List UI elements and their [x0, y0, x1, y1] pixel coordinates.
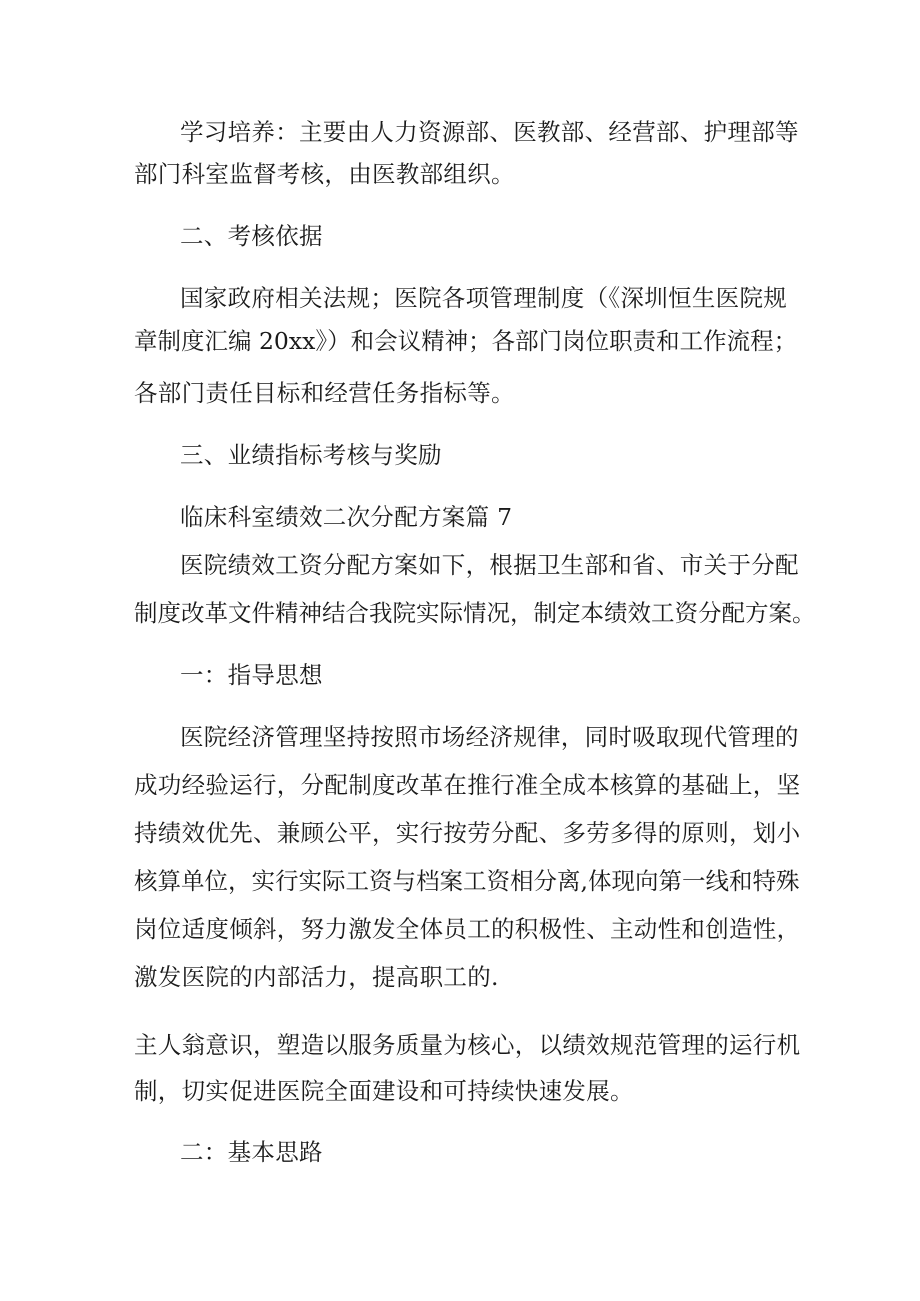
- paragraph-4-line-1: 医院经济管理坚持按照市场经济规律，同时吸取现代管理的: [180, 723, 799, 751]
- paragraph-3-line-2: 制度改革文件精神结合我院实际情况，制定本绩效工资分配方案。: [134, 599, 816, 627]
- paragraph-2-line-3: 各部门责任目标和经营任务指标等。: [134, 379, 515, 407]
- paragraph-5-line-1: 主人翁意识，塑造以服务质量为核心，以绩效规范管理的运行机: [134, 1031, 801, 1059]
- section-heading-basis: 二、考核依据: [180, 222, 323, 250]
- paragraph-1-line-2: 部门科室监督考核，由医教部组织。: [134, 160, 515, 188]
- section-heading-performance: 三、业绩指标考核与奖励: [180, 441, 442, 469]
- paragraph-2-line-1: 国家政府相关法规；医院各项管理制度（《深圳恒生医院规: [180, 284, 788, 312]
- paragraph-1-line-1: 学习培养：主要由人力资源部、医教部、经营部、护理部等: [180, 118, 799, 146]
- paragraph-4-line-3: 持绩效优先、兼顾公平，实行按劳分配、多劳多得的原则，划小: [134, 819, 801, 847]
- paragraph-3-line-1: 医院绩效工资分配方案如下，根据卫生部和省、市关于分配: [180, 551, 799, 579]
- paragraph-2-line-2: 章制度汇编 20xx》）和会议精神；各部门岗位职责和工作流程；: [134, 327, 798, 355]
- section-heading-basic-approach: 二：基本思路: [180, 1138, 323, 1166]
- paragraph-4-line-4: 核算单位，实行实际工资与档案工资相分离,体现向第一线和特殊: [134, 867, 800, 895]
- paragraph-4-line-2: 成功经验运行，分配制度改革在推行准全成本核算的基础上，坚: [134, 771, 801, 799]
- paragraph-4-line-5: 岗位适度倾斜，努力激发全体员工的积极性、主动性和创造性，: [134, 915, 801, 943]
- section-heading-guiding-ideology: 一：指导思想: [180, 661, 323, 689]
- paragraph-5-line-2: 制，切实促进医院全面建设和可持续快速发展。: [134, 1077, 634, 1105]
- paragraph-4-line-6: 激发医院的内部活力，提高职工的.: [134, 963, 499, 991]
- article-title: 临床科室绩效二次分配方案篇 7: [180, 503, 513, 531]
